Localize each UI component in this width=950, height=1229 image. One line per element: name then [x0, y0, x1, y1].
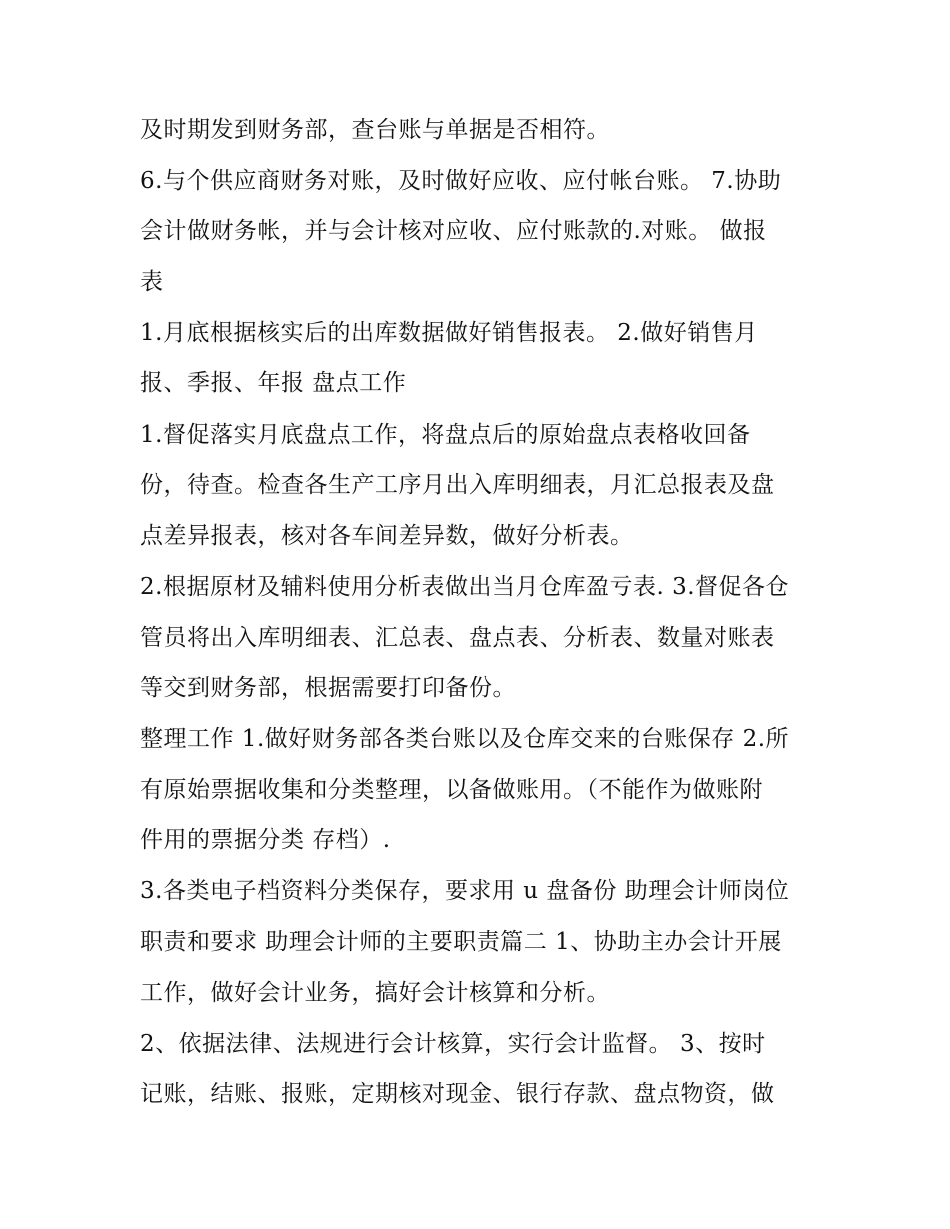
- text-line: 等交到财务部，根据需要打印备份。: [140, 675, 516, 701]
- text-line: 职责和要求 助理会计师的主要职责篇二 1、协助主办会计开展: [140, 929, 782, 955]
- text-line: 件用的票据分类 存档）.: [140, 827, 391, 853]
- text-line: 有原始票据收集和分类整理，以备做账用。（不能作为做账附: [140, 777, 763, 803]
- text-line: 点差异报表，核对各车间差异数，做好分析表。: [140, 523, 634, 549]
- text-line: 2.根据原材及辅料使用分析表做出当月仓库盈亏表. 3.督促各仓: [140, 574, 790, 600]
- text-line: 管员将出入库明细表、汇总表、盘点表、分析表、数量对账表: [140, 625, 775, 651]
- text-line: 2、依据法律、法规进行会计核算，实行会计监督。 3、按时: [140, 1031, 766, 1057]
- text-line: 报、季报、年报 盘点工作: [140, 370, 407, 396]
- text-line: 会计做财务帐，并与会计核对应收、应付账款的.对账。 做报: [140, 218, 767, 244]
- text-line: 3.各类电子档资料分类保存，要求用 u 盘备份 助理会计师岗位: [140, 878, 790, 904]
- text-line: 6.与个供应商财务对账，及时做好应收、应付帐台账。 7.协助: [140, 168, 782, 194]
- text-line: 记账，结账、报账，定期核对现金、银行存款、盘点物资，做: [140, 1081, 775, 1107]
- text-line: 及时期发到财务部，查台账与单据是否相符。: [140, 117, 610, 143]
- text-line: 整理工作 1.做好财务部各类台账以及仓库交来的台账保存 2.所: [140, 726, 790, 752]
- text-line: 表: [140, 269, 164, 295]
- text-line: 工作，做好会计业务，搞好会计核算和分析。: [140, 980, 610, 1006]
- text-line: 1.督促落实月底盘点工作，将盘点后的原始盘点表格收回备: [140, 422, 751, 448]
- text-line: 1.月底根据核实后的出库数据做好销售报表。 2.做好销售月: [140, 320, 758, 346]
- text-line: 份，待查。检查各生产工序月出入库明细表，月汇总报表及盘: [140, 472, 775, 498]
